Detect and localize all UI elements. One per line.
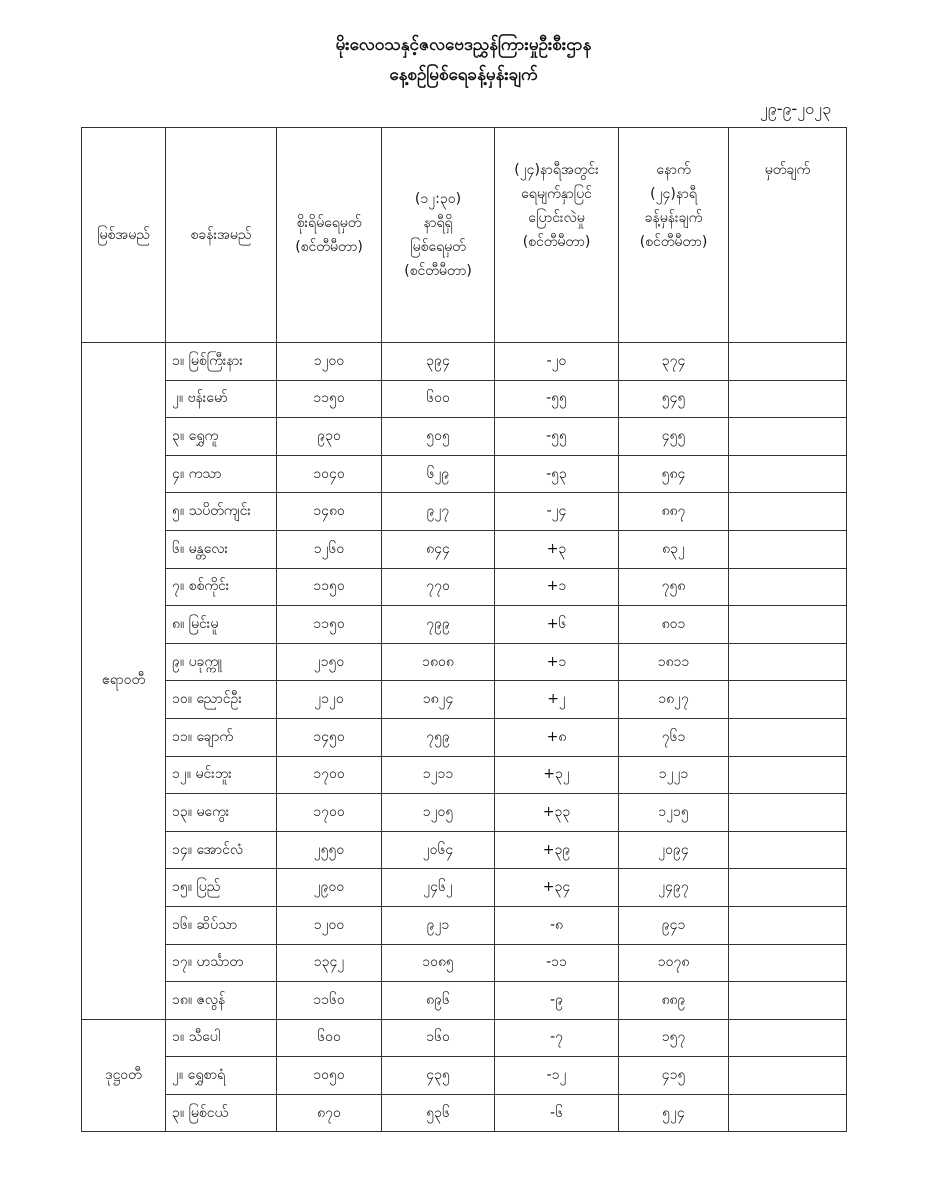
station-cell: ၁။ မြစ်ကြီးနား [166, 343, 277, 381]
station-cell: ၁၇။ ဟင်္သာတ [166, 944, 277, 982]
forecast-cell: ၁၈၂၇ [619, 681, 729, 719]
river-name-cell: ဒုဋ္ဌဝတီ [82, 1019, 166, 1132]
forecast-cell: ၂၄၉၇ [619, 869, 729, 907]
remarks-cell [729, 794, 847, 832]
river-name-cell: ဧရာဝတီ [82, 343, 166, 1020]
table-row [82, 1094, 847, 1132]
station-cell: ၃။ ရွှေကူ [166, 418, 277, 456]
danger-cell: ၁၄၅၀ [277, 718, 382, 756]
table-row [82, 718, 847, 756]
current-cell: ၉၂၇ [382, 493, 495, 531]
danger-cell: ၁၃၄၂ [277, 944, 382, 982]
table-row [82, 606, 847, 644]
current-cell: ၁၈၀၈ [382, 643, 495, 681]
change-cell: +၆ [495, 606, 619, 644]
forecast-cell: ၅၂၄ [619, 1094, 729, 1132]
danger-cell: ၁၇၀၀ [277, 756, 382, 794]
change-cell: +၃၄ [495, 869, 619, 907]
forecast-cell: ၁၅၇ [619, 1019, 729, 1057]
change-cell: -၈ [495, 906, 619, 944]
remarks-cell [729, 944, 847, 982]
station-cell: ၃။ မြစ်ငယ် [166, 1094, 277, 1132]
current-cell: ၅၃၆ [382, 1094, 495, 1132]
forecast-cell: ၄၁၅ [619, 1057, 729, 1095]
table-row [82, 568, 847, 606]
station-cell: ၆။ မန္တလေး [166, 530, 277, 568]
station-cell: ၅။ သပိတ်ကျင်း [166, 493, 277, 531]
remarks-cell [729, 568, 847, 606]
station-cell: ၂။ ဗန်းမော် [166, 380, 277, 418]
forecast-cell: ၈၃၂ [619, 530, 729, 568]
station-cell: ၁၄။ အောင်လံ [166, 831, 277, 869]
table-row [82, 530, 847, 568]
table-row [82, 944, 847, 982]
table-row [82, 380, 847, 418]
current-cell: ၁၈၂၄ [382, 681, 495, 719]
forecast-cell: ၉၄၁ [619, 906, 729, 944]
forecast-cell: ၅၄၅ [619, 380, 729, 418]
document-subtitle: နေ့စဉ်မြစ်ရေခန့်မှန်းချက် [389, 65, 538, 85]
header-current-level: (၁၂:၃၀) နာရီရှိ မြစ်ရေမှတ် (စင်တီမီတာ) [382, 128, 495, 343]
forecast-cell: ၈၈၇ [619, 493, 729, 531]
danger-cell: ၁၂၀၀ [277, 906, 382, 944]
current-cell: ၅၀၅ [382, 418, 495, 456]
remarks-cell [729, 530, 847, 568]
change-cell: -၂၀ [495, 343, 619, 381]
remarks-cell [729, 1094, 847, 1132]
station-cell: ၇။ စစ်ကိုင်း [166, 568, 277, 606]
current-cell: ၈၉၆ [382, 982, 495, 1020]
station-cell: ၁၅။ ပြည် [166, 869, 277, 907]
header-24h-change: (၂၄)နာရီအတွင်း ရေမျက်နှာပြင် ပြောင်းလဲမှု (စင်တီမီတာ) [495, 128, 619, 343]
table-row [82, 418, 847, 456]
header-forecast: နောက် (၂၄)နာရီ ခန့်မှန်းချက် (စင်တီမီတာ) [619, 128, 729, 343]
current-cell: ၄၃၅ [382, 1057, 495, 1095]
change-cell: +၃၃ [495, 794, 619, 832]
change-cell: -၅၅ [495, 380, 619, 418]
station-cell: ၁၆။ ဆိပ်သာ [166, 906, 277, 944]
forecast-cell: ၃၇၄ [619, 343, 729, 381]
table-body [82, 343, 847, 1132]
station-cell: ၁။ သီပေါ [166, 1019, 277, 1057]
danger-cell: ၁၂၆၀ [277, 530, 382, 568]
change-cell: +၃၉ [495, 831, 619, 869]
danger-cell: ၁၁၅၀ [277, 606, 382, 644]
danger-cell: ၁၁၅၀ [277, 380, 382, 418]
danger-cell: ၂၁၅၀ [277, 643, 382, 681]
change-cell: +၁ [495, 568, 619, 606]
danger-cell: ၁၁၅၀ [277, 568, 382, 606]
station-cell: ၄။ ကသာ [166, 455, 277, 493]
forecast-cell: ၁၀၇၈ [619, 944, 729, 982]
danger-cell: ၁၂၀၀ [277, 343, 382, 381]
change-cell: +၈ [495, 718, 619, 756]
forecast-cell: ၄၅၅ [619, 418, 729, 456]
station-cell: ၈။ မြင်းမူ [166, 606, 277, 644]
danger-cell: ၁၁၆၀ [277, 982, 382, 1020]
forecast-cell: ၁၈၁၁ [619, 643, 729, 681]
remarks-cell [729, 982, 847, 1020]
current-cell: ၆၀၀ [382, 380, 495, 418]
danger-cell: ၁၀၄၀ [277, 455, 382, 493]
current-cell: ၁၂၁၁ [382, 756, 495, 794]
header-danger-level: စိုးရိမ်ရေမှတ် (စင်တီမီတာ) [277, 128, 382, 343]
table-row [82, 343, 847, 381]
current-cell: ၁၆၀ [382, 1019, 495, 1057]
table-row [82, 756, 847, 794]
change-cell: -၅၃ [495, 455, 619, 493]
station-cell: ၁၁။ ချောက် [166, 718, 277, 756]
change-cell: +၃ [495, 530, 619, 568]
remarks-cell [729, 380, 847, 418]
table-row [82, 906, 847, 944]
danger-cell: ၂၁၂၀ [277, 681, 382, 719]
forecast-cell: ၇၅၈ [619, 568, 729, 606]
remarks-cell [729, 869, 847, 907]
remarks-cell [729, 343, 847, 381]
table-row [82, 831, 847, 869]
danger-cell: ၁၇၀၀ [277, 794, 382, 832]
table-row [82, 869, 847, 907]
table-row [82, 681, 847, 719]
danger-cell: ၁၀၅၀ [277, 1057, 382, 1095]
danger-cell: ၂၅၅၀ [277, 831, 382, 869]
current-cell: ၃၉၄ [382, 343, 495, 381]
change-cell: -၇ [495, 1019, 619, 1057]
danger-cell: ၁၄၈၀ [277, 493, 382, 531]
current-cell: ၆၂၉ [382, 455, 495, 493]
remarks-cell [729, 756, 847, 794]
remarks-cell [729, 643, 847, 681]
remarks-cell [729, 1057, 847, 1095]
table-row [82, 643, 847, 681]
danger-cell: ၆၀၀ [277, 1019, 382, 1057]
current-cell: ၂၀၆၄ [382, 831, 495, 869]
current-cell: ၇၅၉ [382, 718, 495, 756]
station-cell: ၁၈။ ဇလွန် [166, 982, 277, 1020]
forecast-cell: ၇၆၁ [619, 718, 729, 756]
remarks-cell [729, 493, 847, 531]
change-cell: -၁၁ [495, 944, 619, 982]
table-row [82, 493, 847, 531]
river-level-table [81, 127, 847, 1132]
danger-cell: ၉၃၀ [277, 418, 382, 456]
remarks-cell [729, 1019, 847, 1057]
danger-cell: ၈၇၀ [277, 1094, 382, 1132]
header-row [82, 128, 847, 343]
header-remarks: မှတ်ချက် [729, 128, 847, 343]
current-cell: ၂၄၆၂ [382, 869, 495, 907]
change-cell: -၅၅ [495, 418, 619, 456]
current-cell: ၇၇၀ [382, 568, 495, 606]
report-date: ၂၉-၉-၂၀၂၃ [759, 99, 831, 118]
danger-cell: ၂၉၀၀ [277, 869, 382, 907]
remarks-cell [729, 606, 847, 644]
header-river: မြစ်အမည် [82, 128, 166, 343]
forecast-cell: ၂၀၉၄ [619, 831, 729, 869]
remarks-cell [729, 831, 847, 869]
current-cell: ၈၄၄ [382, 530, 495, 568]
current-cell: ၇၉၉ [382, 606, 495, 644]
current-cell: ၁၂၀၅ [382, 794, 495, 832]
table-row [82, 1057, 847, 1095]
change-cell: -၆ [495, 1094, 619, 1132]
forecast-cell: ၁၂၂၁ [619, 756, 729, 794]
document-title: မိုးလေဝသနှင့်ဇလဗေဒညွှန်ကြားမှုဦးစီးဌာန [335, 35, 592, 55]
remarks-cell [729, 455, 847, 493]
table-row [82, 794, 847, 832]
remarks-cell [729, 681, 847, 719]
change-cell: -၉ [495, 982, 619, 1020]
current-cell: ၁၀၈၅ [382, 944, 495, 982]
table-row [82, 455, 847, 493]
change-cell: +၂ [495, 681, 619, 719]
station-cell: ၁၀။ ညောင်ဦး [166, 681, 277, 719]
forecast-cell: ၈၀၁ [619, 606, 729, 644]
remarks-cell [729, 906, 847, 944]
change-cell: -၂၄ [495, 493, 619, 531]
station-cell: ၁၂။ မင်းဘူး [166, 756, 277, 794]
change-cell: -၁၂ [495, 1057, 619, 1095]
forecast-cell: ၅၈၄ [619, 455, 729, 493]
table-row [82, 1019, 847, 1057]
remarks-cell [729, 418, 847, 456]
change-cell: +၁ [495, 643, 619, 681]
header-station: စခန်းအမည် [166, 128, 277, 343]
forecast-cell: ၁၂၁၅ [619, 794, 729, 832]
current-cell: ၉၂၁ [382, 906, 495, 944]
station-cell: ၉။ ပခုက္ကူ [166, 643, 277, 681]
table-row [82, 982, 847, 1020]
forecast-cell: ၈၈၉ [619, 982, 729, 1020]
station-cell: ၁၃။ မကွေး [166, 794, 277, 832]
station-cell: ၂။ ရွှေစာရံ [166, 1057, 277, 1095]
change-cell: +၃၂ [495, 756, 619, 794]
remarks-cell [729, 718, 847, 756]
